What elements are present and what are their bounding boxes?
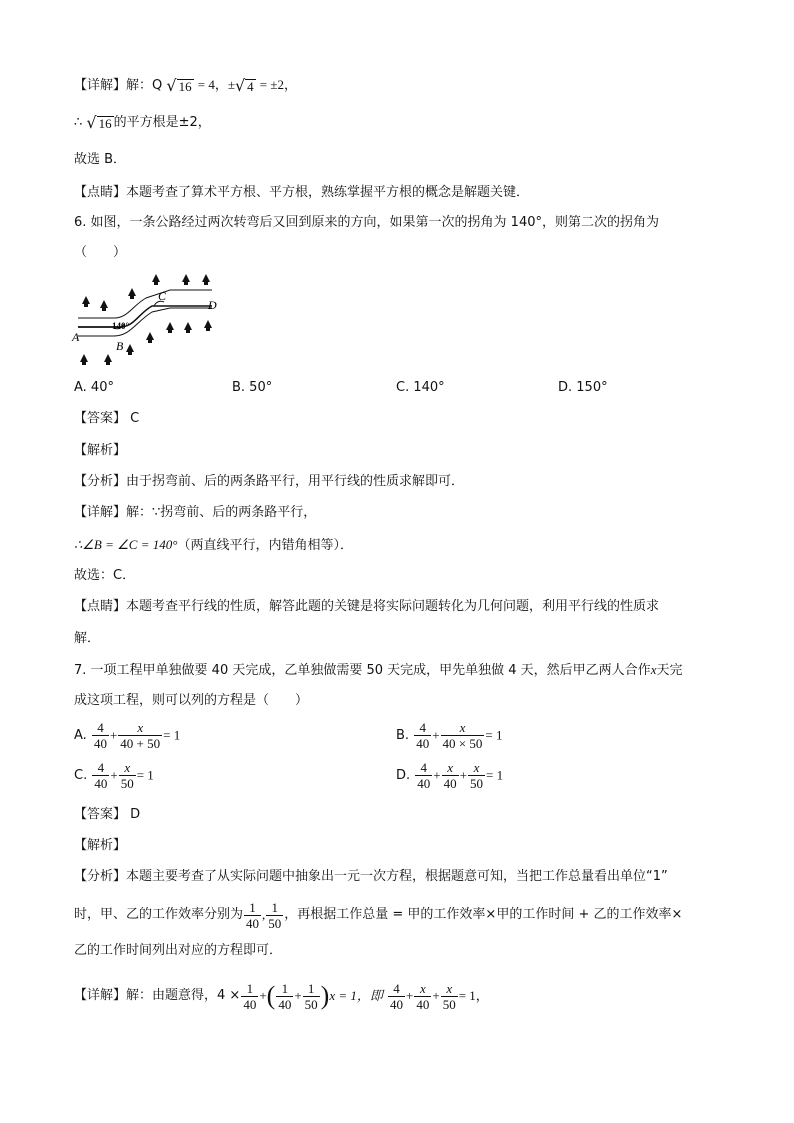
q6-detail1: 【详解】解：∵拐弯前、后的两条路平行， bbox=[74, 505, 317, 520]
q6-detail2: ∴∠B = ∠C = 140°（两直线平行，内错角相等）． bbox=[74, 537, 353, 553]
comment-tag: 【点睛】 bbox=[74, 185, 127, 200]
q5-choose: 故选 B． bbox=[74, 152, 127, 167]
q7-fenxi2: 时，甲、乙的工作效率分别为 $\frac{1}{40}$ , $\frac{1}{50}$ ，再根据工作总量 = 甲的工作效率×甲的工作时间 + 乙的工作效率× bbox=[74, 899, 683, 931]
q7-option-d: D. $\frac{4}{40}$ + $\frac{x}{40}$ + $\frac{x}{50}$ = 1 bbox=[396, 760, 504, 791]
q5-comment: 【点睛】本题考查了算术平方根、平方根，熟练掌握平方根的概念是解题关键． bbox=[74, 185, 530, 200]
q7-stem-line2: 成这项工程，则可以列的方程是（ ） bbox=[74, 693, 309, 708]
sqrt-16-b: √ 16 bbox=[86, 112, 112, 132]
q7-fenxi1: 【分析】本题主要考查了从实际问题中抽象出一元一次方程，根据题意可知，当把工作总量看出单位“1” bbox=[74, 869, 668, 884]
q6-stem-line1: 6. 如图，一条公路经过两次转弯后又回到原来的方向，如果第一次的拐角为 140°，则第二次的拐角为 bbox=[74, 215, 659, 230]
q6-comment1: 【点睛】本题考查平行线的性质，解答此题的关键是将实际问题转化为几何问题，利用平行线的性质求 bbox=[74, 599, 660, 614]
q6-answer: 【答案】 C bbox=[74, 411, 140, 426]
q7-stem-line1: 7. 一项工程甲单独做要 40 天完成，乙单独做需要 50 天完成，甲先单独做 4 天，然后甲乙两人合作x天完 bbox=[74, 662, 683, 678]
road-figure bbox=[70, 268, 220, 372]
q7-option-c: C. $\frac{4}{40}$ + $\frac{x}{50}$ = 1 bbox=[74, 760, 154, 791]
q6-option-c: C. 140° bbox=[396, 380, 445, 395]
sqrt-16: √ 16 bbox=[166, 75, 192, 95]
q7-fenxi3: 乙的工作时间列出对应的方程即可． bbox=[74, 943, 283, 958]
q7-option-b: B. $\frac{4}{40}$ + $\frac{x}{40 \times 50}$ = 1 bbox=[396, 720, 503, 751]
q6-stem-line2: （ ） bbox=[74, 245, 127, 260]
q7-analysis: 【解析】 bbox=[74, 838, 127, 853]
sqrt-4: √ 4 bbox=[234, 75, 254, 95]
q6-choose: 故选：C． bbox=[74, 568, 136, 583]
label-c: C bbox=[158, 289, 167, 303]
q7-detail: 【详解】解：由题意得，4 × $\frac{1}{40}$ +( $\frac{1}{40}$ + $\frac{1}{50}$ )x = 1，即 $\frac{4}{40}$ + $\frac{x}{40}$ + $\frac{x}{50}$ = 1， bbox=[74, 980, 489, 1012]
label-b: B bbox=[116, 339, 124, 353]
label-d: D bbox=[208, 298, 217, 312]
q7-option-a: A. $\frac{4}{40}$ + $\frac{x}{40 + 50}$ = 1 bbox=[74, 720, 181, 751]
q7-answer: 【答案】 D bbox=[74, 807, 141, 822]
q6-option-b: B. 50° bbox=[232, 380, 273, 395]
detail-tag: 【详解】 bbox=[74, 78, 127, 93]
label-a: A bbox=[72, 330, 80, 344]
q6-fenxi: 【分析】由于拐弯前、后的两条路平行，用平行线的性质求解即可． bbox=[74, 474, 465, 489]
angle-label: 140° bbox=[112, 321, 130, 331]
q6-option-a: A. 40° bbox=[74, 380, 114, 395]
q6-comment2: 解． bbox=[74, 631, 101, 646]
q5-line2: ∴ √ 16 的平方根是±2， bbox=[74, 112, 211, 132]
q5-detail-line: 【详解】解：Q √ 16 = 4，± √ 4 = ±2， bbox=[74, 75, 298, 95]
q6-option-d: D. 150° bbox=[558, 380, 608, 395]
q6-analysis: 【解析】 bbox=[74, 443, 127, 458]
